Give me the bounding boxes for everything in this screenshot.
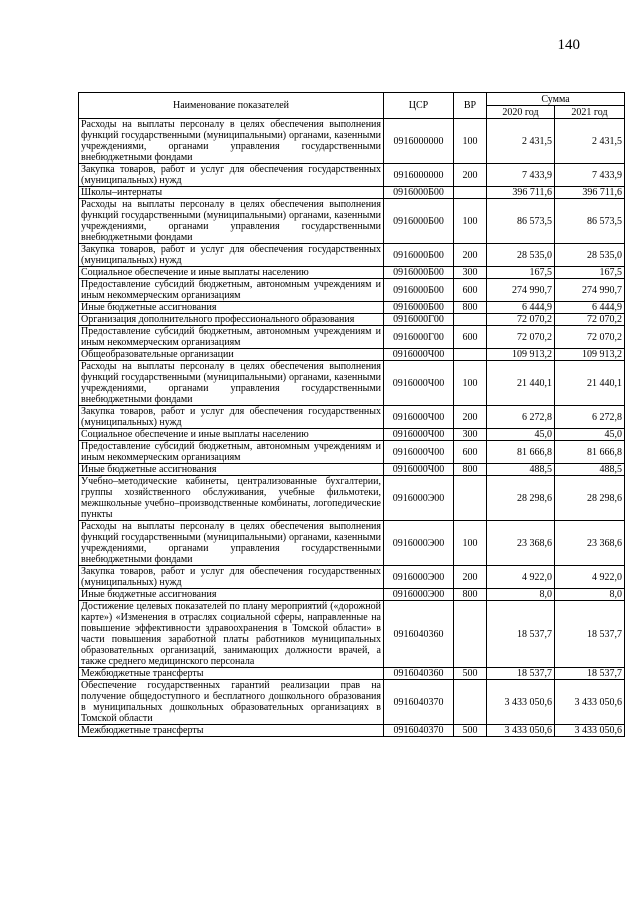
header-year-2020: 2020 год (487, 106, 555, 119)
row-name: Обеспечение государственных гарантий реализации прав на получение общедоступного и бесплатного дошкольного образования в муниципальных дошкольных образовательных организациях в Томской области (79, 680, 384, 725)
row-vr (454, 187, 487, 199)
row-csr: 0916000000 (384, 164, 454, 187)
row-sum-2021: 23 368,6 (555, 521, 625, 566)
row-csr: 0916000Ч00 (384, 361, 454, 406)
row-vr: 200 (454, 244, 487, 267)
row-vr: 600 (454, 279, 487, 302)
row-name: Школы–интернаты (79, 187, 384, 199)
row-csr: 0916040370 (384, 725, 454, 737)
row-csr: 0916000Г00 (384, 326, 454, 349)
table-row (79, 464, 625, 476)
row-sum-2021: 3 433 050,6 (555, 725, 625, 737)
header-csr: ЦСР (384, 93, 454, 119)
row-sum-2020: 2 431,5 (487, 119, 555, 164)
row-vr: 500 (454, 725, 487, 737)
row-csr: 0916000Б00 (384, 302, 454, 314)
row-csr: 0916040370 (384, 680, 454, 725)
row-csr: 0916040360 (384, 601, 454, 668)
row-csr: 0916040360 (384, 668, 454, 680)
row-vr: 800 (454, 589, 487, 601)
row-sum-2021: 7 433,9 (555, 164, 625, 187)
row-vr (454, 601, 487, 668)
row-csr: 0916000Э00 (384, 589, 454, 601)
row-sum-2020: 86 573,5 (487, 199, 555, 244)
table-row (79, 119, 625, 164)
row-sum-2021: 86 573,5 (555, 199, 625, 244)
row-sum-2021: 109 913,2 (555, 349, 625, 361)
row-name: Предоставление субсидий бюджетным, автономным учреждениям и иным некоммерческим организациям (79, 326, 384, 349)
row-csr: 0916000Э00 (384, 521, 454, 566)
row-sum-2020: 28 535,0 (487, 244, 555, 267)
table-row (79, 187, 625, 199)
row-sum-2021: 488,5 (555, 464, 625, 476)
table-row (79, 244, 625, 267)
table-body (79, 119, 625, 737)
table-row (79, 406, 625, 429)
row-vr (454, 349, 487, 361)
table-row (79, 725, 625, 737)
table-row (79, 668, 625, 680)
row-sum-2020: 274 990,7 (487, 279, 555, 302)
row-sum-2020: 81 666,8 (487, 441, 555, 464)
row-name: Социальное обеспечение и иные выплаты населению (79, 267, 384, 279)
row-sum-2021: 72 070,2 (555, 314, 625, 326)
table-row (79, 601, 625, 668)
row-name: Предоставление субсидий бюджетным, автономным учреждениям и иным некоммерческим организациям (79, 279, 384, 302)
table-row (79, 302, 625, 314)
row-sum-2021: 18 537,7 (555, 668, 625, 680)
row-name: Общеобразовательные организации (79, 349, 384, 361)
row-name: Организация дополнительного профессионального образования (79, 314, 384, 326)
row-name: Закупка товаров, работ и услуг для обеспечения государственных (муниципальных) нужд (79, 566, 384, 589)
row-name: Иные бюджетные ассигнования (79, 464, 384, 476)
table-row (79, 314, 625, 326)
row-name: Достижение целевых показателей по плану мероприятий («дорожной карте») «Изменения в отраслях социальной сферы, направленные на повышение эффективности здравоохранения в Томской области» в части повышения заработной платы работников муниципальных образовательных организаций, занимающих должности врачей, а также среднего медицинского персонала (79, 601, 384, 668)
row-sum-2020: 28 298,6 (487, 476, 555, 521)
row-sum-2021: 6 272,8 (555, 406, 625, 429)
row-csr: 0916000Б00 (384, 187, 454, 199)
table-row (79, 164, 625, 187)
row-csr: 0916000Ч00 (384, 406, 454, 429)
row-vr: 600 (454, 326, 487, 349)
table-row (79, 199, 625, 244)
row-name: Учебно–методические кабинеты, централизованные бухгалтерии, группы хозяйственного обслуживания, учебные фильмотеки, межшкольные учебно–производственные комбинаты, логопедические пункты (79, 476, 384, 521)
row-vr: 800 (454, 464, 487, 476)
row-vr: 100 (454, 521, 487, 566)
row-name: Закупка товаров, работ и услуг для обеспечения государственных (муниципальных) нужд (79, 164, 384, 187)
row-name: Иные бюджетные ассигнования (79, 302, 384, 314)
row-sum-2021: 72 070,2 (555, 326, 625, 349)
row-csr: 0916000Б00 (384, 199, 454, 244)
row-csr: 0916000Б00 (384, 279, 454, 302)
row-sum-2020: 167,5 (487, 267, 555, 279)
page-number: 140 (557, 37, 580, 53)
row-sum-2020: 23 368,6 (487, 521, 555, 566)
header-sum: Сумма (487, 93, 625, 106)
row-csr: 0916000Э00 (384, 566, 454, 589)
row-vr: 300 (454, 429, 487, 441)
row-sum-2020: 72 070,2 (487, 326, 555, 349)
table-row (79, 521, 625, 566)
table-row (79, 566, 625, 589)
row-csr: 0916000Б00 (384, 267, 454, 279)
row-sum-2020: 21 440,1 (487, 361, 555, 406)
row-sum-2020: 72 070,2 (487, 314, 555, 326)
row-vr: 100 (454, 361, 487, 406)
table-row (79, 589, 625, 601)
table-header (79, 93, 625, 119)
row-sum-2020: 6 272,8 (487, 406, 555, 429)
row-vr: 100 (454, 199, 487, 244)
row-sum-2021: 167,5 (555, 267, 625, 279)
row-csr: 0916000Б00 (384, 244, 454, 267)
table-row (79, 429, 625, 441)
row-sum-2020: 3 433 050,6 (487, 725, 555, 737)
table-row (79, 680, 625, 725)
row-sum-2021: 21 440,1 (555, 361, 625, 406)
row-name: Закупка товаров, работ и услуг для обеспечения государственных (муниципальных) нужд (79, 244, 384, 267)
row-vr: 100 (454, 119, 487, 164)
row-csr: 0916000000 (384, 119, 454, 164)
row-sum-2021: 2 431,5 (555, 119, 625, 164)
row-csr: 0916000Ч00 (384, 441, 454, 464)
row-sum-2021: 6 444,9 (555, 302, 625, 314)
table-row (79, 267, 625, 279)
row-sum-2020: 488,5 (487, 464, 555, 476)
row-csr: 0916000Ч00 (384, 429, 454, 441)
row-csr: 0916000Э00 (384, 476, 454, 521)
row-sum-2020: 8,0 (487, 589, 555, 601)
row-name: Расходы на выплаты персоналу в целях обеспечения выполнения функций государственными (муниципальными) органами, казенными учреждениями, органами управления государственными внебюджетными фондами (79, 361, 384, 406)
row-csr: 0916000Ч00 (384, 464, 454, 476)
row-sum-2020: 4 922,0 (487, 566, 555, 589)
row-sum-2020: 18 537,7 (487, 601, 555, 668)
row-vr: 300 (454, 267, 487, 279)
table-row (79, 361, 625, 406)
row-name: Предоставление субсидий бюджетным, автономным учреждениям и иным некоммерческим организациям (79, 441, 384, 464)
row-name: Межбюджетные трансферты (79, 668, 384, 680)
row-name: Иные бюджетные ассигнования (79, 589, 384, 601)
row-sum-2021: 28 535,0 (555, 244, 625, 267)
row-name: Расходы на выплаты персоналу в целях обеспечения выполнения функций государственными (муниципальными) органами, казенными учреждениями, органами управления государственными внебюджетными фондами (79, 119, 384, 164)
row-vr: 800 (454, 302, 487, 314)
row-sum-2020: 6 444,9 (487, 302, 555, 314)
row-vr: 500 (454, 668, 487, 680)
row-vr: 600 (454, 441, 487, 464)
row-sum-2021: 274 990,7 (555, 279, 625, 302)
row-vr: 200 (454, 164, 487, 187)
row-vr (454, 476, 487, 521)
header-year-2021: 2021 год (555, 106, 625, 119)
row-sum-2021: 8,0 (555, 589, 625, 601)
row-sum-2020: 18 537,7 (487, 668, 555, 680)
row-sum-2021: 45,0 (555, 429, 625, 441)
row-vr (454, 314, 487, 326)
row-sum-2021: 3 433 050,6 (555, 680, 625, 725)
header-name: Наименование показателей (79, 93, 384, 119)
row-name: Расходы на выплаты персоналу в целях обеспечения выполнения функций государственными (муниципальными) органами, казенными учреждениями, органами управления государственными внебюджетными фондами (79, 199, 384, 244)
row-sum-2020: 45,0 (487, 429, 555, 441)
row-name: Закупка товаров, работ и услуг для обеспечения государственных (муниципальных) нужд (79, 406, 384, 429)
row-sum-2020: 396 711,6 (487, 187, 555, 199)
row-sum-2020: 7 433,9 (487, 164, 555, 187)
table-row (79, 279, 625, 302)
table-row (79, 441, 625, 464)
row-sum-2021: 18 537,7 (555, 601, 625, 668)
row-name: Социальное обеспечение и иные выплаты населению (79, 429, 384, 441)
row-name: Расходы на выплаты персоналу в целях обеспечения выполнения функций государственными (муниципальными) органами, казенными учреждениями, органами управления государственными внебюджетными фондами (79, 521, 384, 566)
row-sum-2020: 109 913,2 (487, 349, 555, 361)
row-name: Межбюджетные трансферты (79, 725, 384, 737)
row-vr (454, 680, 487, 725)
row-vr: 200 (454, 406, 487, 429)
row-sum-2020: 3 433 050,6 (487, 680, 555, 725)
budget-table (78, 92, 625, 737)
table-row (79, 349, 625, 361)
row-sum-2021: 81 666,8 (555, 441, 625, 464)
row-sum-2021: 28 298,6 (555, 476, 625, 521)
table-row (79, 476, 625, 521)
row-sum-2021: 4 922,0 (555, 566, 625, 589)
row-csr: 0916000Г00 (384, 314, 454, 326)
row-csr: 0916000Ч00 (384, 349, 454, 361)
table-row (79, 326, 625, 349)
row-vr: 200 (454, 566, 487, 589)
row-sum-2021: 396 711,6 (555, 187, 625, 199)
header-vr: ВР (454, 93, 487, 119)
